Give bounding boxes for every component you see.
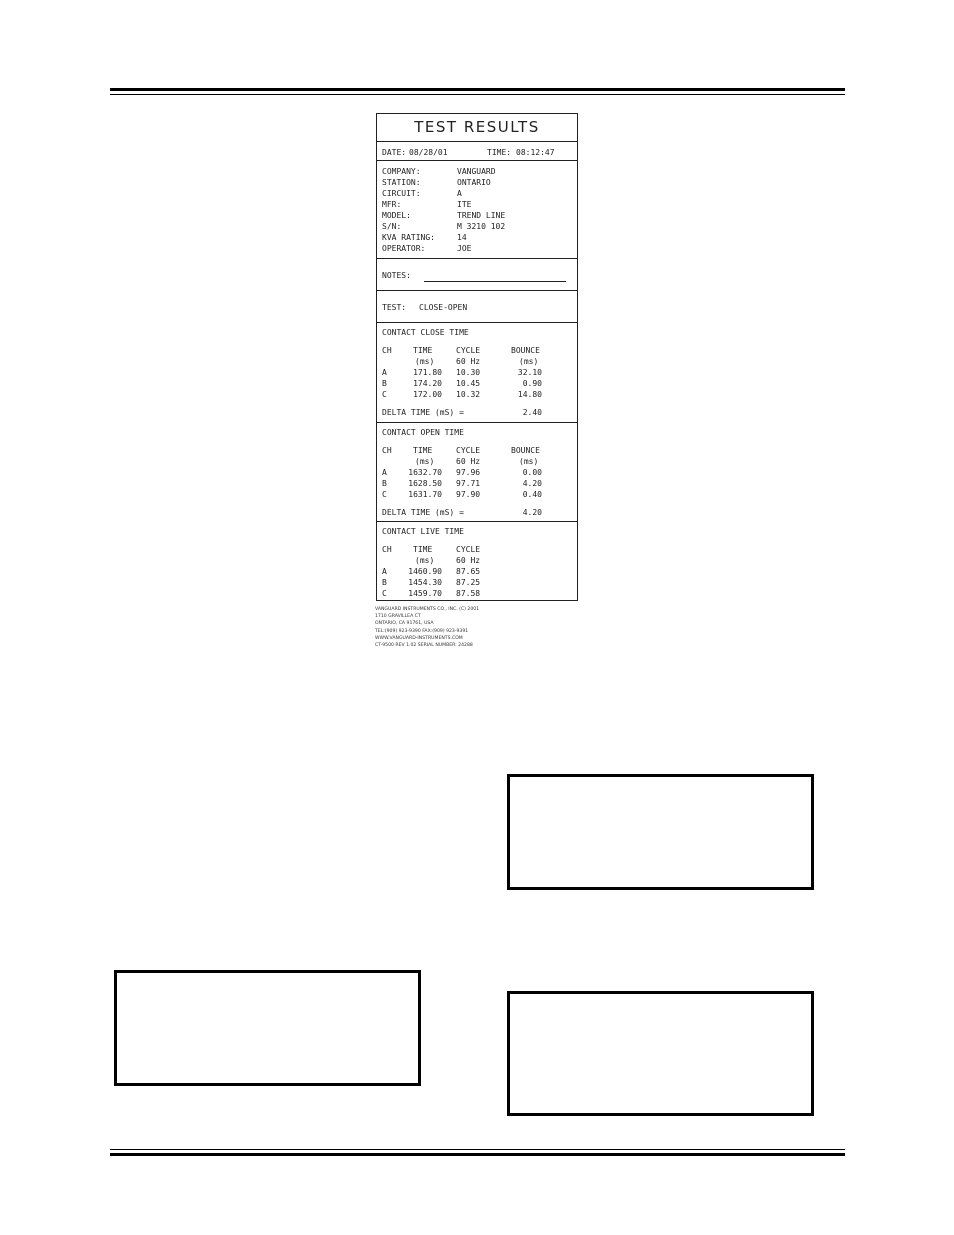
close-time-section: [377, 322, 577, 422]
open-col-bounce: BOUNCE: [511, 446, 540, 455]
live-col-cycle: CYCLE: [456, 545, 481, 554]
open-row-time: 1628.50: [408, 479, 442, 488]
info-value-mfr: ITE: [457, 200, 472, 209]
footer-rule-thick: [110, 1153, 845, 1156]
close-row-cycle: 10.30: [456, 368, 481, 377]
callout-box-top-right: [507, 774, 814, 890]
info-value-station: ONTARIO: [457, 178, 491, 187]
open-col-time: TIME: [413, 446, 433, 455]
callout-box-bottom-left: [114, 970, 421, 1086]
receipt-manufacturer-footer: [375, 606, 505, 649]
info-value-company: VANGUARD: [457, 167, 496, 176]
open-time-section: [377, 422, 577, 521]
info-value-kva: 14: [457, 233, 467, 242]
info-value-circuit: A: [457, 189, 462, 198]
live-row-ch: B: [382, 578, 387, 587]
receipt-title-section: [377, 114, 577, 141]
close-col-ch: CH: [382, 346, 392, 355]
footer-line: TEL:(909) 923-9390 FAX:(909) 923-9391: [375, 628, 469, 634]
receipt-title: TEST RESULTS: [414, 118, 540, 136]
live-row-time: 1454.30: [408, 578, 442, 587]
live-row-cycle: 87.25: [456, 578, 481, 587]
info-value-operator: JOE: [457, 244, 472, 253]
live-row-ch: C: [382, 589, 387, 598]
callout-box-bottom-right: [507, 991, 814, 1116]
close-row-bounce: 32.10: [517, 368, 542, 377]
live-col-ch: CH: [382, 545, 392, 554]
close-row-cycle: 10.45: [456, 379, 481, 388]
open-row-ch: B: [382, 479, 387, 488]
footer-line: CT-9500 REV 1.02 SERIAL NUMBER: 24288: [375, 643, 473, 649]
close-row-ch: A: [382, 368, 387, 377]
live-row-cycle: 87.58: [456, 589, 481, 598]
footer-line: 1710 GRAVILLEA CT: [375, 614, 421, 620]
close-delta-value: 2.40: [522, 408, 542, 417]
live-col-cycle-unit: 60 Hz: [456, 556, 481, 565]
live-col-time-unit: (ms): [415, 556, 435, 565]
open-row-ch: A: [382, 468, 387, 477]
close-row-bounce: 0.90: [522, 379, 542, 388]
live-col-time: TIME: [413, 545, 433, 554]
close-delta-label: DELTA TIME (mS) =: [382, 408, 464, 417]
close-row-cycle: 10.32: [456, 390, 481, 399]
open-row-cycle: 97.71: [456, 479, 481, 488]
close-row-bounce: 14.80: [517, 390, 542, 399]
close-col-cycle: CYCLE: [456, 346, 481, 355]
live-time-section: [377, 521, 577, 602]
close-row-time: 174.20: [413, 379, 442, 388]
time-value: 08:12:47: [516, 148, 555, 157]
info-label-mfr: MFR:: [382, 200, 402, 209]
receipt-notes-section: [377, 258, 577, 290]
close-row-ch: B: [382, 379, 387, 388]
info-label-kva: KVA RATING:: [382, 233, 435, 242]
header-rule-thin: [110, 94, 845, 95]
close-row-ch: C: [382, 390, 387, 399]
live-row-ch: A: [382, 567, 387, 576]
test-label: TEST:: [382, 303, 407, 312]
open-heading: CONTACT OPEN TIME: [382, 428, 464, 437]
open-row-cycle: 97.90: [456, 490, 481, 499]
close-col-time: TIME: [413, 346, 433, 355]
test-value: CLOSE-OPEN: [419, 303, 468, 312]
info-label-company: COMPANY:: [382, 167, 421, 176]
time-label: TIME:: [487, 148, 512, 157]
receipt-info-section: [377, 160, 577, 258]
live-row-cycle: 87.65: [456, 567, 481, 576]
info-label-model: MODEL:: [382, 211, 411, 220]
live-heading: CONTACT LIVE TIME: [382, 527, 464, 536]
open-col-time-unit: (ms): [415, 457, 435, 466]
close-col-time-unit: (ms): [415, 357, 435, 366]
open-col-cycle: CYCLE: [456, 446, 481, 455]
header-rule-thick: [110, 88, 845, 91]
open-row-bounce: 0.40: [522, 490, 542, 499]
receipt-test-section: [377, 290, 577, 322]
open-col-ch: CH: [382, 446, 392, 455]
open-col-bounce-unit: (ms): [519, 457, 539, 466]
close-row-time: 172.00: [413, 390, 442, 399]
info-label-sn: S/N:: [382, 222, 402, 231]
info-label-circuit: CIRCUIT:: [382, 189, 421, 198]
info-label-station: STATION:: [382, 178, 421, 187]
close-col-cycle-unit: 60 Hz: [456, 357, 481, 366]
footer-rule-thin: [110, 1149, 845, 1150]
info-label-operator: OPERATOR:: [382, 244, 426, 253]
open-col-cycle-unit: 60 Hz: [456, 457, 481, 466]
open-row-cycle: 97.96: [456, 468, 481, 477]
notes-underline: [424, 281, 566, 282]
date-label: DATE:: [382, 148, 407, 157]
close-col-bounce-unit: (ms): [519, 357, 539, 366]
close-heading: CONTACT CLOSE TIME: [382, 328, 469, 337]
close-row-time: 171.80: [413, 368, 442, 377]
footer-line: VANGUARD INSTRUMENTS CO., INC. (C) 2001: [375, 607, 480, 612]
open-row-time: 1631.70: [408, 490, 442, 499]
receipt-datetime-section: [377, 141, 577, 160]
test-results-printout: [376, 113, 578, 601]
live-row-time: 1459.70: [408, 589, 442, 598]
open-row-bounce: 4.20: [522, 479, 542, 488]
open-row-ch: C: [382, 490, 387, 499]
open-row-time: 1632.70: [408, 468, 442, 477]
live-row-time: 1460.90: [408, 567, 442, 576]
info-value-sn: M 3210 102: [457, 222, 506, 231]
open-delta-value: 4.20: [522, 508, 542, 517]
open-row-bounce: 0.00: [522, 468, 542, 477]
footer-line: ONTARIO, CA 91761, USA: [375, 621, 434, 627]
footer-line: WWW.VANGUARD-INSTRUMENTS.COM: [375, 635, 463, 641]
notes-label: NOTES:: [382, 271, 411, 280]
date-value: 08/28/01: [409, 148, 448, 157]
close-col-bounce: BOUNCE: [511, 346, 540, 355]
open-delta-label: DELTA TIME (mS) =: [382, 508, 464, 517]
info-value-model: TREND LINE: [457, 211, 506, 220]
